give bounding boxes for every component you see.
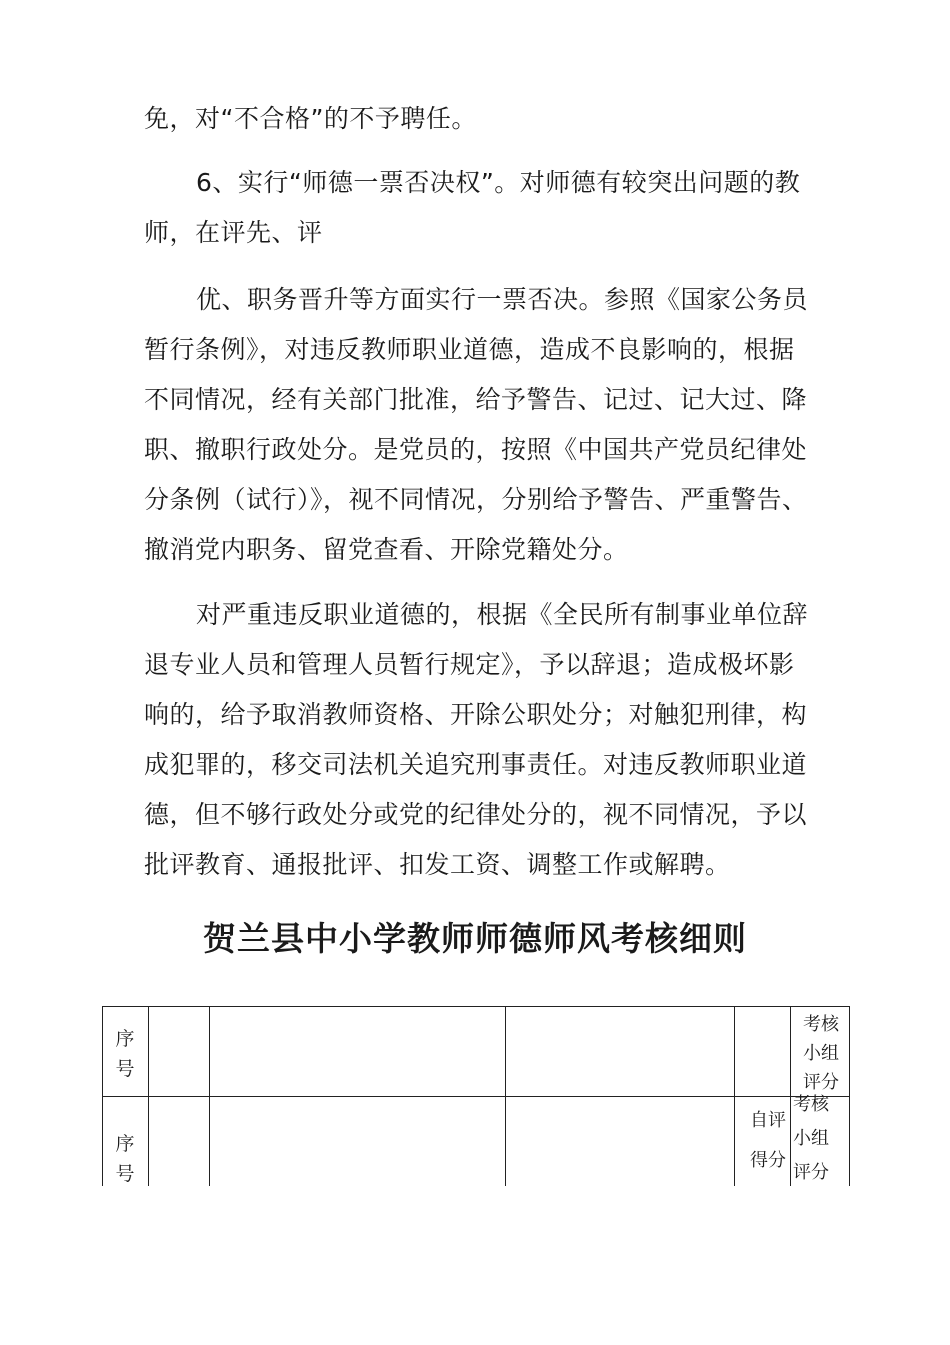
table-cell-review-line: 小组 [793, 1128, 829, 1149]
table-cell-review-line: 考核 [793, 1094, 829, 1115]
table-cell-review-line: 评分 [793, 1162, 829, 1183]
table-cell-seq-line: 序 [115, 1133, 135, 1155]
assessment-table [102, 1006, 850, 1186]
table-divider [790, 1006, 791, 1096]
paragraph-3: 优、职务晋升等方面实行一票否决。参照《国家公务员暂行条例》，对违反教师职业道德，造成不良影响的，根据不同情况，经有关部门批准，给予警告、记过、记大过、降职、撤职行政处分。是党员的，按照《中国共产党员纪律处分条例（试行）》，视不同情况，分别给予警告、严重警告、撤消党内职务、留党查看、开除党籍处分。 [144, 285, 809, 564]
table-header-review-line: 评分 [803, 1072, 839, 1093]
table-header-seq [102, 1024, 148, 1084]
table-cell-seq [102, 1129, 148, 1186]
table-cell-self-line: 自评 [750, 1110, 786, 1131]
table-cell-review-score [786, 1088, 836, 1186]
document-title: 贺兰县中小学教师师德师风考核细则 [203, 919, 747, 958]
table-header-review-line: 考核 [803, 1014, 839, 1035]
paragraph-4: 对严重违反职业道德的，根据《全民所有制事业单位辞退专业人员和管理人员暂行规定》，予以辞退；造成极坏影响的，给予取消教师资格、开除公职处分；对触犯刑律，构成犯罪的，移交司法机关追究刑事责任。对违反教师职业道德，但不够行政处分或党的纪律处分的，视不同情况，予以批评教育、通报批评、扣发工资、调整工作或解聘。 [144, 600, 809, 879]
paragraph-2: 6、实行“师德一票否决权”。对师德有较突出问题的教师，在评先、评 [144, 168, 801, 247]
table-cell-self-line: 得分 [750, 1150, 786, 1171]
table-row-divider [102, 1096, 850, 1097]
table-header-review-line: 小组 [803, 1043, 839, 1064]
table-border-top [102, 1006, 850, 1007]
table-header-seq-line: 序 [115, 1028, 135, 1050]
paragraph-1: 免，对“不合格”的不予聘任。 [144, 104, 477, 133]
table-cell-seq-line: 号 [115, 1163, 135, 1185]
table-header-seq-line: 号 [115, 1058, 135, 1080]
table-header-review-score [792, 1010, 850, 1097]
